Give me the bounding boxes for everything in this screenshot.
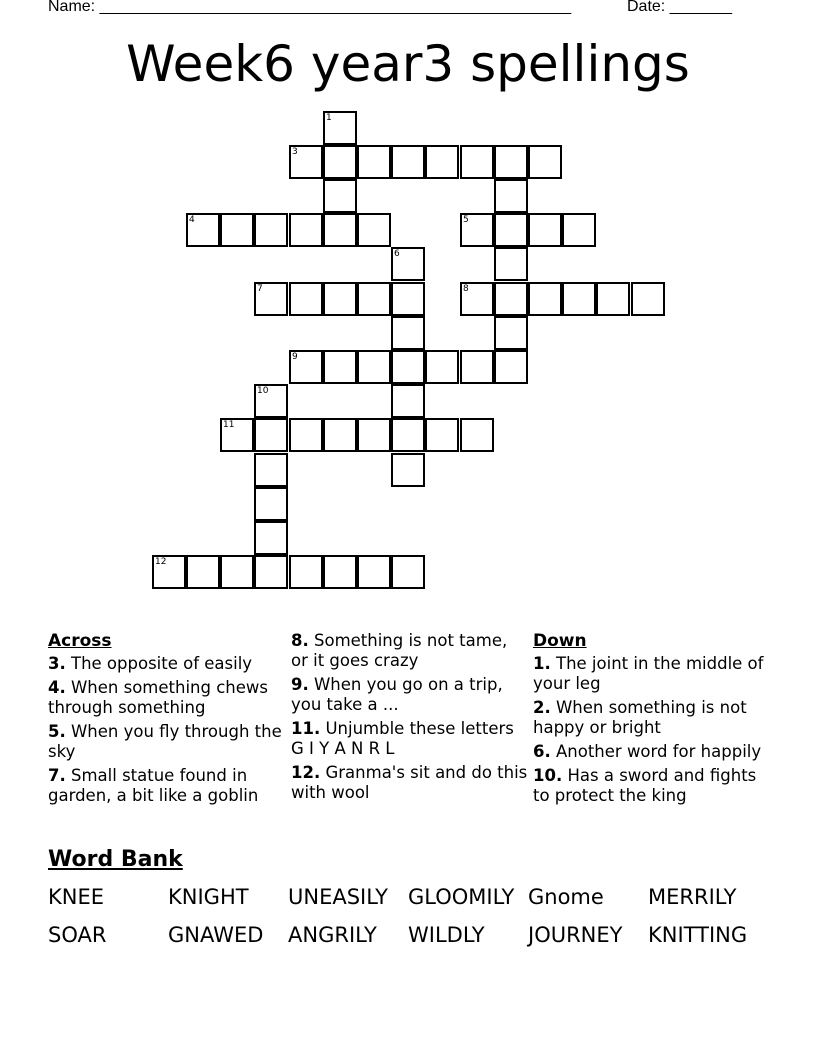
- grid-cell[interactable]: [391, 247, 425, 281]
- word-bank-word: GLOOMILY: [408, 885, 515, 909]
- grid-cell[interactable]: [289, 282, 323, 316]
- grid-cell[interactable]: [631, 282, 665, 316]
- clue: [291, 719, 529, 759]
- grid-cell[interactable]: [460, 418, 494, 452]
- grid-cell[interactable]: [528, 145, 562, 179]
- grid-cell[interactable]: [357, 282, 391, 316]
- clue-number: 3.: [48, 654, 66, 673]
- grid-cell[interactable]: [562, 282, 596, 316]
- clue: [291, 631, 529, 671]
- clue-text: Granma's sit and do this with wool: [291, 763, 528, 802]
- clue-number: 1: [326, 113, 332, 123]
- date-line: _______: [669, 0, 732, 15]
- grid-cell[interactable]: [460, 145, 494, 179]
- grid-cell[interactable]: [391, 316, 425, 350]
- grid-cell[interactable]: [323, 111, 357, 145]
- grid-cell[interactable]: [425, 350, 459, 384]
- clue: [533, 766, 771, 806]
- word-bank-word: KNITTING: [648, 923, 748, 947]
- clue-number: 3: [292, 147, 298, 157]
- down-clues-column: [533, 630, 771, 810]
- clue: [533, 654, 771, 694]
- grid-cell[interactable]: [220, 213, 254, 247]
- grid-cell[interactable]: [528, 213, 562, 247]
- grid-cell[interactable]: [323, 555, 357, 589]
- grid-cell[interactable]: [220, 418, 254, 452]
- clue-number: 1.: [533, 654, 551, 673]
- clue-number: 5.: [48, 722, 66, 741]
- grid-cell[interactable]: [494, 247, 528, 281]
- grid-cell[interactable]: [391, 555, 425, 589]
- clue: [291, 763, 529, 803]
- grid-cell[interactable]: [323, 213, 357, 247]
- clue-text: Unjumble these letters G I Y A N R L: [291, 719, 514, 758]
- across-clues-column: [48, 630, 286, 810]
- grid-cell[interactable]: [494, 350, 528, 384]
- clue-number: 4: [189, 215, 195, 225]
- word-bank-title: Word Bank: [48, 847, 183, 872]
- grid-cell[interactable]: [152, 555, 186, 589]
- word-bank-word: ANGRILY: [288, 923, 377, 947]
- clue-number: 10: [257, 386, 269, 396]
- clue-text: Another word for happily: [550, 742, 762, 761]
- word-bank-word: MERRILY: [648, 885, 737, 909]
- clue-text: When something chews through something: [48, 678, 268, 717]
- clue-number: 8.: [291, 631, 309, 650]
- clue: [48, 766, 286, 806]
- grid-cell[interactable]: [494, 282, 528, 316]
- grid-cell[interactable]: [254, 521, 288, 555]
- word-bank-word: GNAWED: [168, 923, 264, 947]
- clue-text: When you go on a trip, you take a ...: [291, 675, 503, 714]
- clue-number: 9.: [291, 675, 309, 694]
- word-bank-word: UNEASILY: [288, 885, 388, 909]
- grid-cell[interactable]: [391, 453, 425, 487]
- grid-cell[interactable]: [596, 282, 630, 316]
- clue-number: 5: [463, 215, 469, 225]
- clue-text: Small statue found in garden, a bit like a goblin: [48, 766, 259, 805]
- grid-cell[interactable]: [460, 282, 494, 316]
- grid-cell[interactable]: [220, 555, 254, 589]
- grid-cell[interactable]: [323, 350, 357, 384]
- grid-cell[interactable]: [460, 213, 494, 247]
- grid-cell[interactable]: [494, 213, 528, 247]
- grid-cell[interactable]: [289, 555, 323, 589]
- name-label: Name:: [48, 0, 100, 15]
- grid-cell[interactable]: [254, 555, 288, 589]
- clue: [533, 698, 771, 738]
- word-bank-word: KNEE: [48, 885, 105, 909]
- grid-cell[interactable]: [254, 453, 288, 487]
- across-clue-list: [48, 654, 286, 806]
- clue-text: When you fly through the sky: [48, 722, 282, 761]
- grid-cell[interactable]: [289, 350, 323, 384]
- clue: [291, 675, 529, 715]
- grid-cell[interactable]: [323, 145, 357, 179]
- clue-number: 12: [155, 557, 167, 567]
- grid-cell[interactable]: [425, 418, 459, 452]
- word-bank-word: SOAR: [48, 923, 107, 947]
- grid-cell[interactable]: [425, 145, 459, 179]
- grid-cell[interactable]: [391, 282, 425, 316]
- clue-number: 7.: [48, 766, 66, 785]
- clue-text: Something is not tame, or it goes crazy: [291, 631, 508, 670]
- down-clue-list: [533, 654, 771, 806]
- grid-cell[interactable]: [323, 282, 357, 316]
- grid-cell[interactable]: [562, 213, 596, 247]
- grid-cell[interactable]: [254, 418, 288, 452]
- grid-cell[interactable]: [289, 145, 323, 179]
- word-bank-word: JOURNEY: [528, 923, 623, 947]
- clue-number: 6.: [533, 742, 551, 761]
- grid-cell[interactable]: [528, 282, 562, 316]
- clue-number: 8: [463, 284, 469, 294]
- date-label: Date:: [627, 0, 670, 15]
- grid-cell[interactable]: [186, 213, 220, 247]
- grid-cell[interactable]: [254, 213, 288, 247]
- clue-number: 2.: [533, 698, 551, 717]
- grid-cell[interactable]: [391, 384, 425, 418]
- grid-cell[interactable]: [254, 487, 288, 521]
- across-clues-continued: [291, 631, 529, 807]
- grid-cell[interactable]: [254, 384, 288, 418]
- across-clue-list-continued: [291, 631, 529, 803]
- clue: [48, 722, 286, 762]
- clue-number: 9: [292, 352, 298, 362]
- grid-cell[interactable]: [391, 350, 425, 384]
- clue-number: 7: [257, 284, 263, 294]
- grid-cell[interactable]: [494, 145, 528, 179]
- grid-cell[interactable]: [323, 179, 357, 213]
- clue-number: 10.: [533, 766, 563, 785]
- grid-cell[interactable]: [289, 418, 323, 452]
- clue-text: When something is not happy or bright: [533, 698, 747, 737]
- name-line: _____________________________________________________: [99, 0, 572, 15]
- grid-cell[interactable]: [357, 213, 391, 247]
- page-title: Week6 year3 spellings: [126, 35, 690, 93]
- grid-cell[interactable]: [357, 555, 391, 589]
- down-heading: Down: [533, 631, 587, 651]
- across-heading: Across: [48, 631, 112, 651]
- word-bank-word: WILDLY: [408, 923, 485, 947]
- grid-cell[interactable]: [254, 282, 288, 316]
- clue: [48, 678, 286, 718]
- clue-text: Has a sword and fights to protect the king: [533, 766, 757, 805]
- clue-number: 12.: [291, 763, 321, 782]
- grid-cell[interactable]: [460, 350, 494, 384]
- clue-text: The joint in the middle of your leg: [533, 654, 764, 693]
- grid-cell[interactable]: [357, 145, 391, 179]
- grid-cell[interactable]: [186, 555, 220, 589]
- clue: [533, 742, 771, 762]
- grid-cell[interactable]: [323, 418, 357, 452]
- word-bank-word: KNIGHT: [168, 885, 249, 909]
- grid-cell[interactable]: [391, 418, 425, 452]
- grid-cell[interactable]: [357, 418, 391, 452]
- grid-cell[interactable]: [289, 213, 323, 247]
- clue-number: 6: [394, 249, 400, 259]
- grid-cell[interactable]: [494, 316, 528, 350]
- grid-cell[interactable]: [391, 145, 425, 179]
- grid-cell[interactable]: [494, 179, 528, 213]
- word-bank-word: Gnome: [528, 885, 604, 909]
- clue-number: 11: [223, 420, 235, 430]
- clue-number: 11.: [291, 719, 321, 738]
- clue-text: The opposite of easily: [65, 654, 253, 673]
- clue-number: 4.: [48, 678, 66, 697]
- clue: [48, 654, 286, 674]
- grid-cell[interactable]: [357, 350, 391, 384]
